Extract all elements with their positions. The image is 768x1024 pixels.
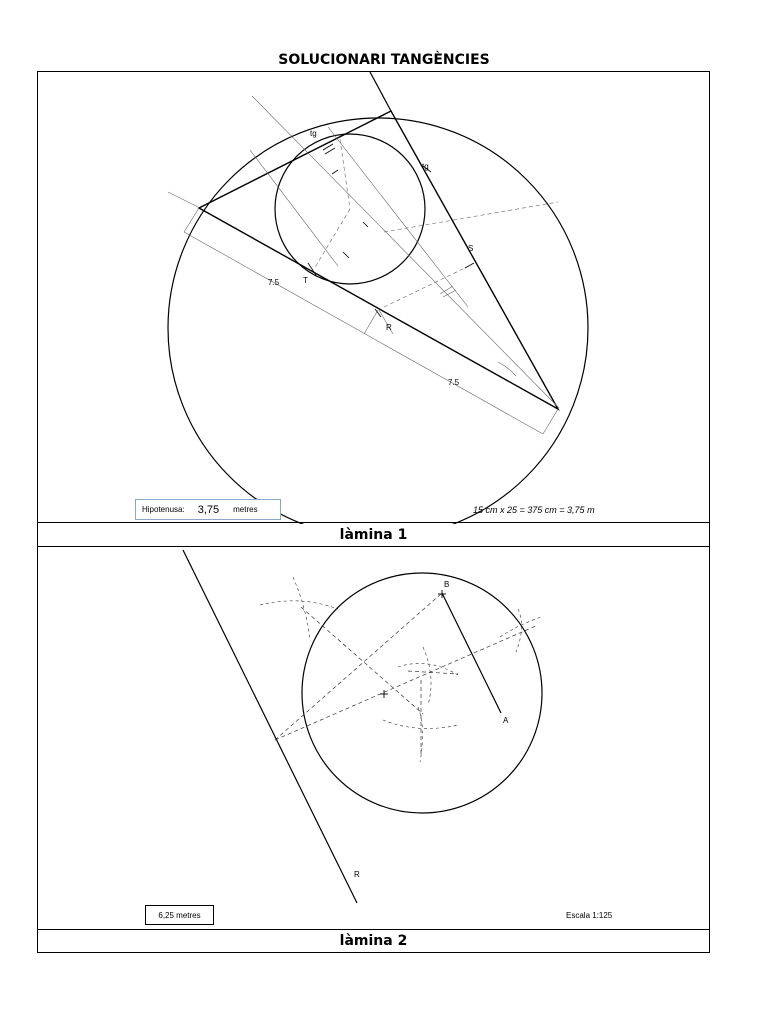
construction-points [380, 590, 446, 698]
lamina-1-panel [37, 71, 710, 523]
hypotenuse-label: Hipotenusa: [142, 505, 185, 514]
lamina-2-panel [37, 547, 710, 930]
point-a-label: A [503, 716, 509, 725]
point-b-label: B [444, 580, 450, 589]
side-label-s: S [468, 244, 474, 253]
construction-lines [168, 96, 559, 434]
hypotenuse-value: 3,75 [197, 503, 220, 516]
chord-ab [442, 593, 501, 713]
conversion-formula: 15 cm x 25 = 375 cm = 3,75 m [473, 505, 595, 515]
tangent-label-2: tg [422, 162, 429, 171]
lamina-2-drawing [38, 547, 711, 930]
tangent-point-t: T [303, 276, 308, 285]
tangent-label-1: tg [310, 129, 317, 138]
radius-label-r: R [386, 323, 392, 332]
lamina-1-caption: làmina 1 [37, 523, 710, 547]
lamina-2-caption: làmina 2 [37, 930, 710, 953]
right-triangle [199, 111, 558, 409]
construction-lines-2 [275, 593, 538, 757]
side-extension [370, 72, 391, 111]
page-title: SOLUCIONARI TANGÈNCIES [278, 52, 490, 68]
measure-label-1: 7.5 [268, 278, 280, 287]
circumcircle [168, 118, 588, 524]
lamina-1-drawing [38, 72, 711, 524]
measure-label-2: 7.5 [448, 378, 460, 387]
compass-arcs [260, 577, 541, 762]
result-box [145, 905, 214, 925]
result-value: 6,25 metres [158, 910, 201, 920]
tangent-line-r [183, 550, 357, 903]
hypotenuse-box [135, 499, 281, 520]
line-r-label: R [354, 870, 360, 879]
hypotenuse-unit: metres [233, 505, 258, 514]
scale-label: Escala 1:125 [566, 911, 613, 920]
